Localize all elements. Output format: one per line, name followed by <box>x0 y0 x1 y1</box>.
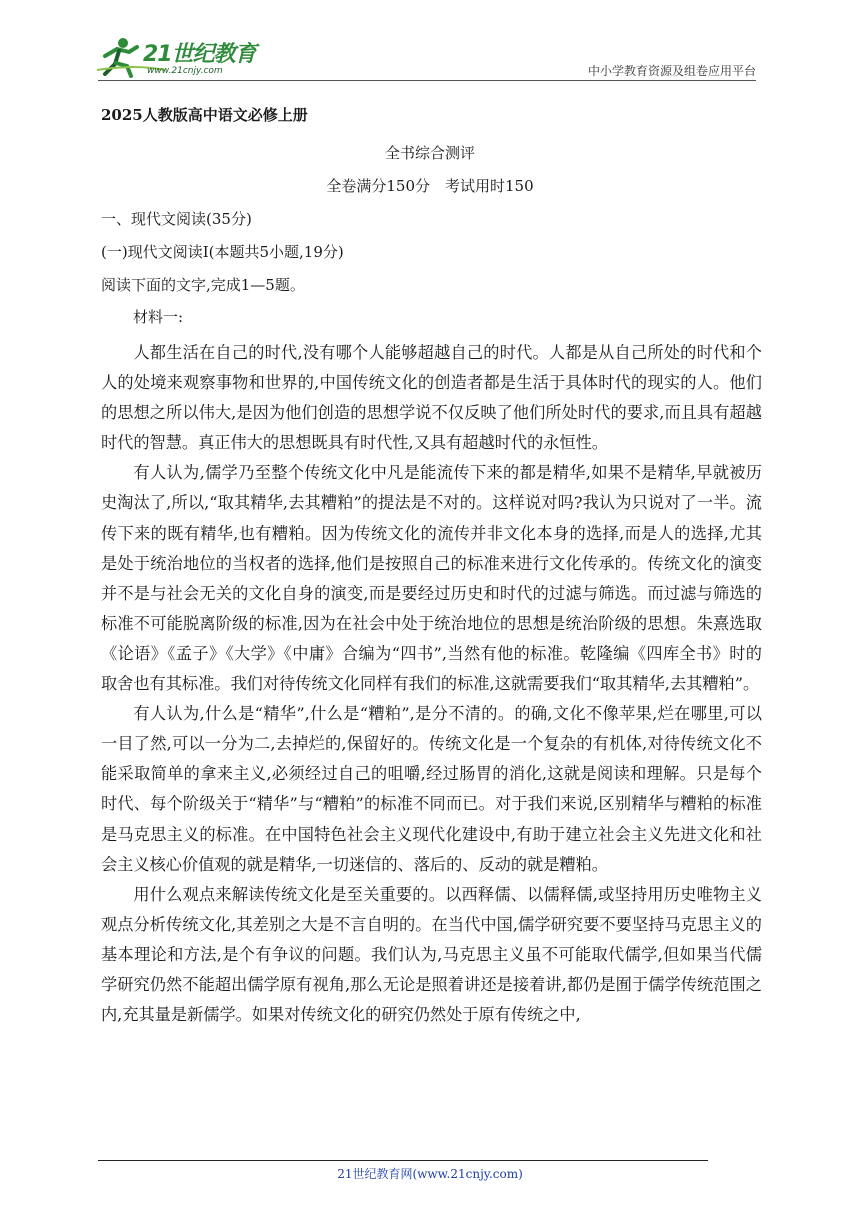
paragraph: 用什么观点来解读传统文化是至关重要的。以西释儒、以儒释儒,或坚持用历史唯物主义观点分析传统文化,其差别之大是不言自明的。在当代中国,儒学研究要不要坚持马克思主义的基本理论和方法,是个有争议的问题。我们认为,马克思主义虽不可能取代儒学,但如果当代儒学研究仍然不能超出儒学原有视角,那么无论是照着讲还是接着讲,都仍是囿于儒学传统范围之内,充其量是新儒学。如果对传统文化的研究仍然处于原有传统之中, <box>101 884 762 1025</box>
exam-subtitle: 全书综合测评 <box>384 144 475 162</box>
subsection-heading: (一)现代文阅读Ⅰ(本题共5小题,19分) <box>101 243 344 261</box>
footer-divider <box>98 1160 708 1161</box>
paragraph: 有人认为,什么是“精华”,什么是“糟粕”,是分不清的。的确,文化不像苹果,烂在哪里,可以一目了然,可以一分为二,去掉烂的,保留好的。传统文化是一个复杂的有机体,对待传统文化不能采取简单的拿来主义,必须经过自己的咀嚼,经过肠胃的消化,这就是阅读和理解。只是每个时代、每个阶级关于“精华”与“糟粕”的标准不同而已。对于我们来说,区别精华与糟粕的标准是马克思主义的标准。在中国特色社会主义现代化建设中,有助于建立社会主义先进文化和社会主义核心价值观的就是精华,一切迷信的、落后的、反动的就是糟粕。 <box>101 704 762 874</box>
site-logo[interactable] <box>95 34 260 80</box>
paragraph: 人都生活在自己的时代,没有哪个人能够超越自己的时代。人都是从自己所处的时代和个人的处境来观察事物和世界的,中国传统文化的创造者都是生活于具体时代的现实的人。他们的思想之所以伟大,是因为他们创造的思想学说不仅反映了他们所处时代的要求,而且具有超越时代的智慧。真正伟大的思想既具有时代性,又具有超越时代的永恒性。 <box>101 343 762 453</box>
section-heading: 一、现代文阅读(35分) <box>101 210 252 228</box>
material-label: 材料一: <box>133 308 184 326</box>
exam-info: 全卷满分150分 考试用时150 <box>326 177 534 195</box>
header-divider <box>98 80 756 81</box>
instruction-text: 阅读下面的文字,完成1—5题。 <box>101 276 305 294</box>
document-title: 2025人教版高中语文必修上册 <box>101 106 308 124</box>
passage-body <box>101 338 762 1030</box>
platform-name: 中小学教育资源及组卷应用平台 <box>587 64 756 78</box>
paragraph: 有人认为,儒学乃至整个传统文化中凡是能流传下来的都是精华,如果不是精华,早就被历史淘汰了,所以,“取其精华,去其糟粕”的提法是不对的。这样说对吗?我认为只说对了一半。流传下来的既有精华,也有糟粕。因为传统文化的流传并非文化本身的选择,而是人的选择,尤其是处于统治地位的当权者的选择,他们是按照自己的标准来进行文化传承的。传统文化的演变并不是与社会无关的文化自身的演变,而是要经过历史和时代的过滤与筛选。而过滤与筛选的标准不可能脱离阶级的标准,因为在社会中处于统治地位的思想是统治阶级的思想。朱熹选取《论语》《孟子》《大学》《中庸》合编为“四书”,当然有他的标准。乾隆编《四库全书》时的取舍也有其标准。我们对待传统文化同样有我们的标准,这就需要我们“取其精华,去其糟粕”。 <box>101 463 762 694</box>
footer-link[interactable]: 21世纪教育网(www.21cnjy.com) <box>337 1167 523 1181</box>
logo-url: www.21cnjy.com <box>147 66 223 76</box>
logo-text: 21世纪教育 <box>143 42 256 67</box>
